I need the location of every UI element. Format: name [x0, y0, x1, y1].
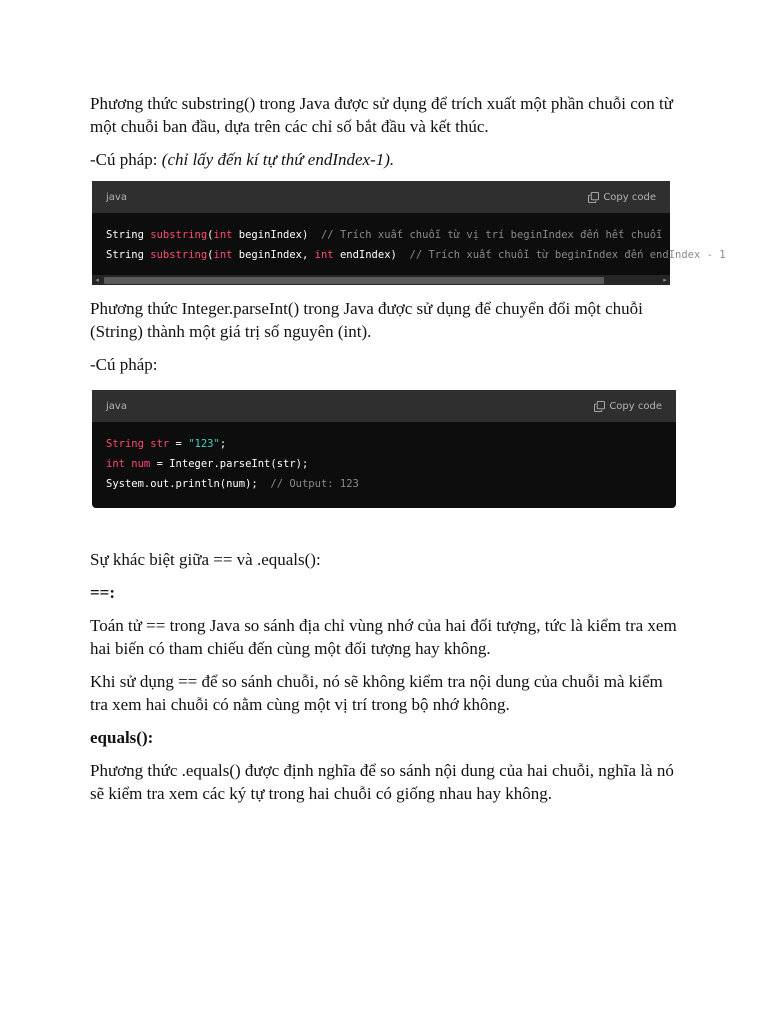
code-token-keyword: int: [213, 249, 233, 261]
code-token-var: num: [124, 458, 151, 470]
parseint-code-block: [92, 390, 676, 508]
code-line: [106, 245, 726, 265]
code-comment: // Trích xuất chuỗi từ vị trí beginIndex đến hết chuỗi: [320, 229, 663, 241]
code-spacing: [308, 229, 321, 241]
code-token-type: String: [106, 249, 144, 261]
code-token-keyword: int: [314, 249, 334, 261]
substring-code-block: [92, 181, 726, 285]
substring-syntax: [90, 148, 682, 171]
eq-operator-label: ==:: [90, 583, 116, 602]
code-token-params: beginIndex): [232, 229, 309, 241]
horizontal-scrollbar[interactable]: [92, 275, 670, 285]
code-language-label: java: [106, 191, 127, 203]
code-header: [92, 390, 676, 422]
code-comment: // Trích xuất chuỗi từ beginIndex đến endIndex - 1: [409, 249, 726, 261]
arrow-right-icon[interactable]: ▸: [663, 276, 667, 284]
code-token-params: beginIndex,: [232, 249, 315, 261]
code-token-paren: (: [207, 229, 214, 241]
parseint-intro: Phương thức Integer.parseInt() trong Java được sử dụng để chuyển đổi một chuỗi (String) thành một giá trị số nguyên (int).: [90, 299, 643, 341]
code-line: [106, 225, 663, 245]
code-token-type: String: [106, 438, 144, 450]
copy-icon: [594, 401, 605, 412]
code-token-keyword: int: [106, 458, 125, 470]
document-page: [90, 92, 726, 815]
syntax-note: (chỉ lấy đến kí tự thứ endIndex-1).: [161, 150, 395, 169]
code-token-method: substring: [150, 249, 208, 261]
difference-heading: Sự khác biệt giữa == và .equals():: [90, 550, 321, 569]
code-spacing: [397, 249, 410, 261]
code-token-call: System.out.println(num);: [106, 478, 258, 490]
code-token-end: ;: [219, 438, 227, 450]
code-token-params: endIndex): [333, 249, 397, 261]
copy-code-label: Copy code: [609, 400, 662, 412]
scrollbar-thumb[interactable]: [104, 277, 604, 284]
arrow-left-icon[interactable]: ◂: [95, 276, 99, 284]
code-token-rest: = Integer.parseInt(str);: [150, 458, 309, 470]
code-line: [106, 474, 662, 494]
code-comment: // Output: 123: [270, 478, 359, 490]
code-token-string: "123": [188, 438, 220, 450]
code-spacing: [258, 478, 271, 490]
spacer: [90, 520, 682, 548]
substring-intro: Phương thức substring() trong Java được sử dụng để trích xuất một phần chuỗi con từ một chuỗi ban đầu, dựa trên các chỉ số bắt đầu và kết thúc.: [90, 94, 673, 136]
copy-code-button[interactable]: [588, 192, 656, 203]
parseint-syntax-label: -Cú pháp:: [90, 355, 158, 374]
eq-operator-para-2: Khi sử dụng == để so sánh chuỗi, nó sẽ không kiểm tra nội dung của chuỗi mà kiểm tra xem hai chuỗi có nằm cùng một vị trí trong bộ nhớ không.: [90, 672, 663, 714]
copy-code-label: Copy code: [603, 191, 656, 203]
code-line: [106, 434, 662, 454]
code-token-paren: (: [207, 249, 214, 261]
code-token-eq: =: [169, 438, 189, 450]
code-header: [92, 181, 670, 213]
code-language-label: java: [106, 400, 127, 412]
syntax-label: -Cú pháp:: [90, 150, 162, 169]
equals-method-label: equals():: [90, 728, 154, 747]
code-content: [92, 422, 676, 508]
equals-method-para: Phương thức .equals() được định nghĩa để so sánh nội dung của hai chuỗi, nghĩa là nó sẽ kiểm tra xem các ký tự trong hai chuỗi có giống nhau hay không.: [90, 761, 674, 803]
eq-operator-para-1: Toán tử == trong Java so sánh địa chỉ vùng nhớ của hai đối tượng, tức là kiểm tra xem hai biến có tham chiếu đến cùng một đối tượng hay không.: [90, 616, 677, 658]
code-token-method: substring: [150, 229, 208, 241]
code-token-keyword: int: [213, 229, 233, 241]
code-token-var: str: [143, 438, 170, 450]
code-line: [106, 454, 662, 474]
code-token-type: String: [106, 229, 144, 241]
code-content: [92, 213, 726, 275]
copy-icon: [588, 192, 599, 203]
copy-code-button[interactable]: [594, 401, 662, 412]
